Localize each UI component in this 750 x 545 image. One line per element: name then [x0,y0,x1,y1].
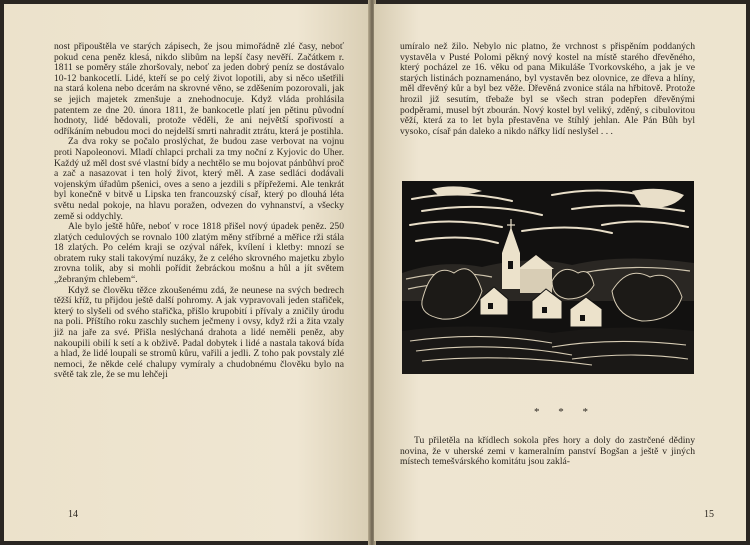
page-number: 14 [68,509,78,520]
paragraph: umíralo než žilo. Nebylo nic platno, že vrchnost s přispěním poddaných vystavěla v Pusté Polomi pěkný nový kostel na místě starého dřevěného, který pocházel ze 16. věku od pana Mikuláše Tvorkovského, a jak je ve starých listinách poznamenáno, byl vystavěn bez olovnice, ze dřeva a hlíny, měl dřevěný kůr a byl bez věže. Dřevěná zvonice stála na hřbitově. Protože hrozil již sesutím, třebaže byl se všech stran podepřen dřevěnými podpěrami, musel být zbourán. Nový kostel byl veliký, zděný, s cibulovitou věží, která za to let byla přestavěna ve štíhlý jehlan. Ale Pán Bůh byl vysoko, císař pán daleko a nikdo nářky lidí neslyšel . . . [400,41,695,137]
paragraph: Když se člověku těžce zkoušenému zdá, že neunese na svých bedrech těžší kříž, tu přijdou ještě další pohromy. A jak vypravovali jeden stařiček, který to slyšeli od svého stařička, přišlo krupobití i přívaly a zničily úrodu na poli. Příštího roku zaschly suchem ječmeny i ovsy, když rži a žita vzaly již na jaře za své. Přišla neslýchaná drahota a lidé neměli peněz, aby nakoupili obilí k setí a k obživě. Padal dobytek i lidé a nastala taková bída a hlad, že lidé loupali se stromů kůru, vařili a jedli. Z toho pak povstaly zlé nemoci, že někde celé chalupy vymíraly a chudobnému člověku bylo na světě tak zle, že se mu lehčeji [54,284,344,381]
section-separator: * * * [534,406,596,418]
page-number: 15 [704,509,714,520]
left-page-text [54,42,344,381]
left-page [4,4,370,541]
paragraph: Ale bylo ještě hůře, neboť v roce 1818 přišel nový úpadek peněz. 250 zlatých cedulových se rovnalo 100 zlatým měny stříbrné a měřice rži stála 18 zlatých. Po celém kraji se ozýval nářek, kvílení i kletby: mnozí se obratem ruky stali takovýmí nuzáky, že z celého skrovného majetku zbylo zrovna tolik, aby si mohli pořídit žebráckou mošnu a hůl a jít světem „žebraným chlebem“. [54,221,344,286]
right-page-text-bottom [400,436,695,468]
right-page-text [400,42,695,137]
paragraph: nost připouštěla ve starých zápisech, že jsou mimořádně zlé časy, neboť pokud cena peněz klesá, nikdo slibům na lepší časy nevěří. Začátkem r. 1811 se poměry stále zhoršovaly, neboť za jeden dobrý peníz se dostávalo 10-12 bankocetlí. Lidé, kteří se po celý život lopotili, aby si něco ušetřili na stará kolena nebo dcerám na skrovné věno, se zděšením pozorovali, jak se jejich majetek zmenšuje a znehodnocuje. Když vláda prohlásila patentem ze dne 20. února 1811, že bankocetle platí jen pětinu původní hodnoty, lidé bědovali, protože věděli, že ani největší spořivostí a odříkáním nebudou moci do nejdelší smrti nahradit ztrátu, která je postihla. [54,41,344,137]
right-page [374,4,746,541]
woodcut-village-illustration [402,181,694,374]
paragraph: Tu přiletěla na křídlech sokola přes hory a doly do zastrčené dědiny novina, že v uherské zemi v kameralním panství Bogšan a ještě v jiných místech temešvárského komitátu jsou zaklá- [400,435,695,468]
paragraph: Za dva roky se počalo proslýchat, že budou zase verbovat na vojnu proti Napoleonovi. Mladí chlapci prchali za tmy noční z Kyjovic do Uher. Každý už měl dost své vlastní bídy a nechtělo se mu bojovat pánbůhví proč a zač a nasazovat i ten holý život, který měl. A zase sedláci dodávali vojenským úřadům pšenici, oves a seno a jezdili s přípřežemi. Ale tenkrát byl konečně v bitvě u Lipska ten francouzský císař, který po dlouhá léta světu nedal pokoje, na hlavu poražen, odvezen do vyhnanství, a všecky země si oddychly. [54,136,344,222]
